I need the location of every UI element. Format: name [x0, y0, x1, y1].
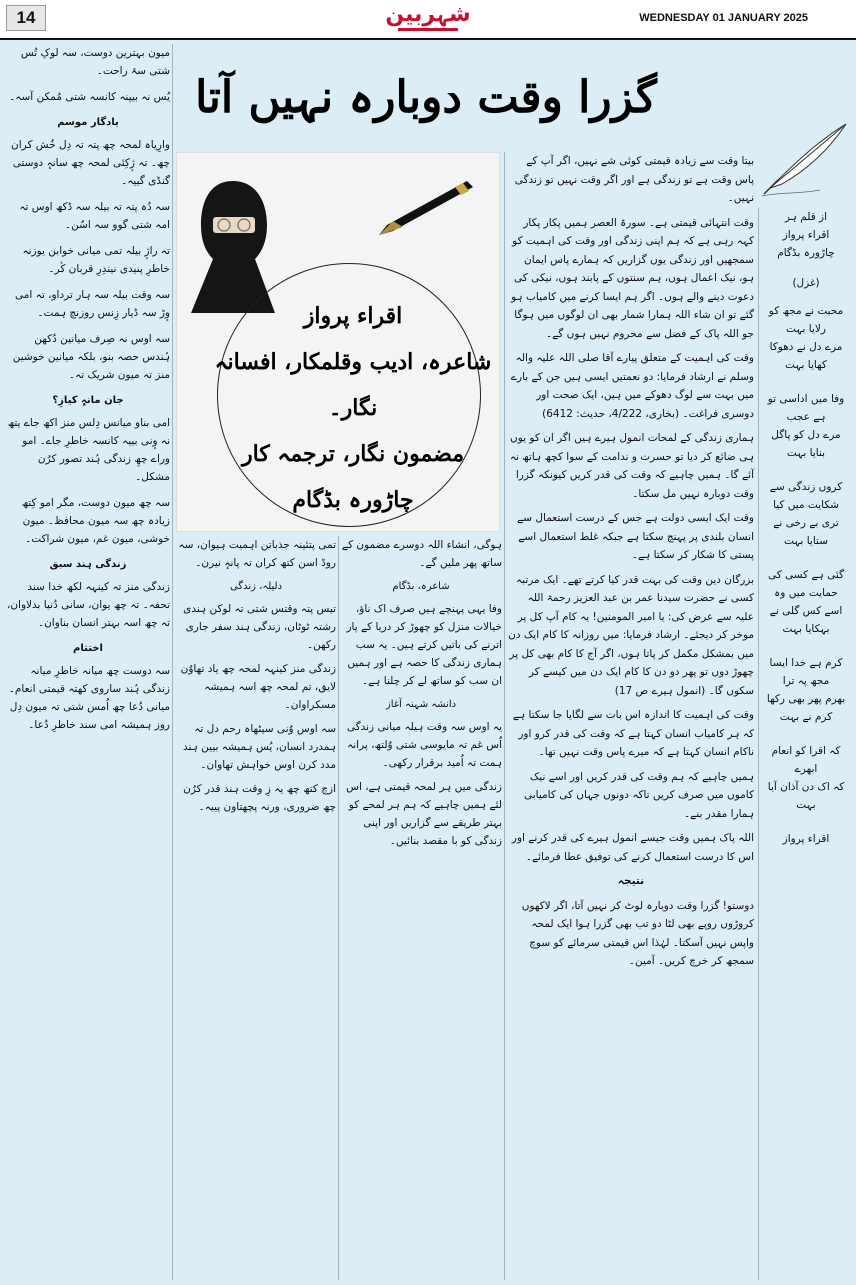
article-paragraph: یُس نہ بیپنہ کانسہ شتی مُمکن آسہ۔	[9, 91, 170, 103]
verse-line: کہ اقرا کو انعام ابھرے	[771, 745, 841, 775]
column-divider	[504, 152, 505, 1280]
article-paragraph: وفا یہی پہنچے ہیں صرف اک ناؤ، خیالات منزل کو چھوڑ کر دریا کے پار اترنے کی باتیں کرتے ہیں۔ یہ سب ہماری زندگی کا حصہ ہے اور ہمیں ان سب کو ساتھ لے کر چلنا ہے۔	[346, 603, 502, 687]
article-paragraph: وارِیاہ لمحہ چھ پتہ تہ دِل خُش کران چھ۔ تہ ژٕکِئی لمحہ چھ سانہٕ دوستی گنڈی گییہ۔	[11, 139, 170, 187]
article-paragraph: وقت کی اہمیت کے متعلق پیارے آقا صلی اللہ علیہ والہ وسلم نے ارشاد فرمایا: دو نعمتیں ایسی ہیں جن کے بارے میں بہت سے لوگ دھوکے میں ہیں، ایک صحت اور دوسری فراغت۔ (بخاری، 4/222، حدیث: 6412)	[510, 352, 754, 420]
article-paragraph: سہ اوس وُنی سیٹھاہ رحم دل تہ ہمدرد انسان، یُس ہمیشہ بیین ہند مدد کرن اوس خواہش تھاوان۔	[183, 723, 336, 771]
poem-stanza	[762, 390, 850, 462]
left-column	[6, 44, 170, 1280]
conclusion-heading: نتیجہ	[617, 875, 645, 887]
article-paragraph: زندگی منز کینہہ لمحہ چھ یاد تھاوُن لایق، تم لمحہ چھ اسہ ہمیشہ مسکراوان۔	[180, 663, 336, 711]
poem-closing: اقراء پرواز	[782, 833, 830, 845]
author-line-1: شاعرہ، ادیب وقلمکار، افسانہ نگار۔	[214, 349, 492, 421]
section-heading: زندگی ہند سبق	[49, 559, 127, 570]
author-photo-panel	[176, 152, 500, 532]
conclusion-paragraph: دوستو! گزرا وقت دوبارہ لوٹ کر نہیں آتا، اگر لاکھوں کروڑوں روپے بھی لٹا دو تب بھی گزرا ہوا ایک لمحہ واپس نہیں آسکتا۔ لہٰذا اس قیمتی سرمائے کو سوچ سمجھ کر خرچ کریں۔ آمین۔	[521, 899, 754, 967]
author-line-3: چاڑورہ بڈگام	[292, 487, 414, 513]
article-paragraph: سہ دُہ پتہ تہ بیلہ سہ ڈکھ اوس تہ امہ شتی گوو سہ اسُن۔	[19, 201, 170, 231]
middle-column-left	[176, 536, 336, 1280]
author-line: چاڑورہ بڈگام	[777, 247, 835, 259]
main-article-column	[508, 152, 754, 1280]
page-number: 14	[6, 5, 46, 31]
article-paragraph: بیتا وقت سے زیادہ قیمتی کوئی شے نہیں، اگر آپ کے پاس وقت ہے تو زندگی ہے اور اگر وقت نہیں تو زندگی نہیں۔	[514, 155, 754, 204]
middle-column-right	[340, 536, 502, 1280]
poem-stanza	[762, 742, 850, 814]
article-paragraph: زندگی منز تہ کینہہ لکھ خدا سند تحفہ۔ تہ چھ یوان، سانی دُنیا بدلاوان، تہ چھ اسہ بہتر انسان بناوان۔	[6, 581, 170, 629]
author-line: اقراء پرواز	[782, 229, 830, 241]
section-heading: اختتام	[73, 643, 103, 654]
article-paragraph: وقت انتہائی قیمتی ہے۔ سورۃ العصر ہمیں پکار پکار کہہ رہی ہے کہ ہم اپنی زندگی اور وقت کی اہمیت کو سمجھیں اور زندگی یوں گزاریں کہ ہمارے پاس ایمان ہو، نیک اعمال ہوں، ہم سنتوں کے پابند ہوں، نیکی کی دعوت دینے والے ہوں۔ اگر ہم ایسا کرنے میں کامیاب ہو گئے تو ان شاء اللہ ہمارا شمار بھی ان لوگوں میں ہوگا جو اللہ پاک کے فضل سے محروم نہیں ہوں گے۔	[511, 216, 754, 340]
logo-text: شہربین	[385, 2, 471, 27]
article-paragraph: ہمیں چاہیے کہ ہم وقت کی قدر کریں اور اسے نیک کاموں میں صرف کریں تاکہ دونوں جہاں کی کامیابی ہمارا مقدر بنے۔	[524, 770, 754, 820]
poem-stanza	[762, 566, 850, 638]
poem-column	[762, 208, 850, 1280]
author-info	[205, 293, 500, 523]
article-paragraph: اللہ پاک ہمیں وقت جیسے انمول ہیرے کی قدر کرنے اور اس کا درست استعمال کرنے کی توفیق عطا فرمائے۔	[511, 832, 754, 863]
article-paragraph: ہوگی، انشاء اللہ دوسرے مضمون کے ساتھ پھر ملیں گے۔	[341, 539, 502, 569]
byline: دانشہ شہنہ آغاز	[385, 699, 457, 710]
newspaper-logo	[380, 2, 476, 34]
poem-stanza	[762, 478, 850, 550]
article-title: گزرا وقت دوبارہ نہیں آتا	[195, 72, 657, 123]
article-paragraph: سہ اوس نہ صِرف میانین دُکھن ہُندس حصہ بنو، بلکہ میانین خوشین منز تہ میون شریک تہ۔	[12, 333, 170, 381]
article-paragraph: تیس پتہ وقتس شتی تہ لوکن ہندی رشتہ ٹوٹان، زندگی ہند سفر جاری رکھن۔	[183, 603, 336, 651]
poem-author	[762, 208, 850, 262]
article-paragraph: یہ اوس سہ وقت ہیلہ میانی زندگی اُس غم تہ مایوسی شتی وُلتھ، پرانہ ہمت تہ اُمید برقرار رکھی۔	[346, 721, 502, 769]
author-line-2: مضمون نگار، ترجمہ کار	[241, 441, 465, 467]
masthead	[0, 0, 856, 40]
column-divider	[758, 208, 759, 1280]
verse-line: بھرم پھر بھی رکھا کرم نے بہت	[766, 693, 846, 723]
section-heading: یادگار موسم	[57, 117, 119, 128]
verse-line: مرے دل نے دھوکا کھایا بہت	[769, 341, 843, 371]
issue-date: WEDNESDAY 01 JANUARY 2025	[639, 12, 808, 24]
article-paragraph: سہ چھ میون دوست، مگر امو کِتھ زیادہ چھ سہ میون محافظ۔ میون خوشی، میون غم، میون شراکت۔	[21, 497, 170, 545]
article-paragraph: وقت کی اہمیت کا اندازہ اس بات سے لگایا جا سکتا ہے کہ ہر کامیاب انسان کہتا ہے کہ وقت کی قدر کرو اور ناکام انسان کہتا ہے کہ میرے پاس وقت نہیں تھا۔	[512, 709, 754, 758]
verse-line: کروں زندگی سے شکایت میں کیا	[769, 481, 843, 511]
column-divider	[172, 44, 173, 1280]
column-divider	[338, 536, 339, 1280]
article-paragraph: ازچ کتھ چھ یہ زِ وقت ہند قدر کرُن چھ ضروری، ورنہ پچھتاون پییہ۔	[183, 783, 336, 813]
article-paragraph: ہماری زندگی کے لمحات انمول ہیرے ہیں اگر ان کو یوں ہی ضائع کر دیا تو حسرت و ندامت کے سوا کچھ ہاتھ نہ آئے گا۔ ہمیں چاہیے کہ وقت کی قدر کریں کیونکہ گزرا وقت دوبارہ نہیں مل سکتا۔	[509, 432, 754, 500]
article-paragraph: تمی پتئینہ جذباتن اہمیت ہیوان، سہ روڈ اسن کتھ کران تہ پانہٕ نیرن۔	[178, 539, 336, 569]
ghazal-heading: (غزل)	[792, 277, 820, 289]
verse-line: اسے کس گلی نے بہکایا بہت	[769, 605, 843, 635]
article-paragraph: سہ وقت بیلہ سہ ہار ترداو، تہ امی وٕڑ سہ ڈیار زِنس روزنچ ہمت۔	[15, 289, 170, 319]
verse-line: کرم ہے خدا ایسا مجھ پہ ترا	[769, 657, 843, 687]
byline: دلیلہ، زندگی	[229, 581, 283, 592]
feather-quill-icon	[760, 118, 850, 198]
byline: شاعرہ، بڈگام	[392, 581, 450, 592]
article-paragraph: وقت ایک ایسی دولت ہے جس کے درست استعمال سے انسان بلندی پر پہنچ سکتا ہے جبکہ غلط استعمال اسے پستی کا شکار کر سکتا ہے۔	[517, 512, 754, 561]
article-paragraph: سہ دوست چھ میانہ خاطرِ میانہ زندگی ہُند ساروی کھتہ قیمتی انعام۔ میانی دُعا چھ اُمس شتی تہ میون دِل روز ہمیشہ امی سند خاطرِ دُعا۔	[8, 665, 170, 731]
verse-line: تری بے رخی نے ستایا بہت	[773, 517, 839, 547]
article-paragraph: زندگی میں ہر لمحہ قیمتی ہے، اس لئے ہمیں چاہیے کہ ہم ہر لمحے کو بہتر طریقے سے گزاریں اور اپنی زندگی کو با مقصد بنائیں۔	[346, 781, 502, 847]
title-area	[176, 48, 676, 148]
verse-line: مرے دل کو پاگل بنایا بہت	[771, 429, 841, 459]
fountain-pen-icon	[359, 177, 479, 237]
article-paragraph: بزرگان دین وقت کی بہت قدر کیا کرتے تھے۔ ایک مرتبہ کسی نے حضرت سیدنا عمر بن عبد العزیز رحمۃ اللہ علیہ سے عرض کی: یا امیر المومنین! یہ کام آپ کل پر موخر کر دیجئے۔ ارشاد فرمایا: میں روزانہ کا کام ایک دن میں بمشکل مکمل کر پاتا ہوں، اگر آج کا کام بھی کل پر چھوڑ دوں تو پھر دو دن کا کام ایک دن میں کیسے کر سکوں گا۔ (انمول ہیرے ص 17)	[508, 573, 754, 697]
author-line: از قلم ہر	[784, 211, 828, 223]
article-paragraph: امی بناو میانس دِلس منز اکھ جاے یتھ نہ وٕنی بییہ کانسہ خاطرِ جاے۔ امو وراے چھِ زندگی ہُند تصور کرُن مشکل۔	[7, 417, 170, 483]
section-heading: جان مانہٕ کیازِ؟	[52, 395, 124, 406]
article-paragraph: تہ راژٕ بیلہ تمی میانی خوابن یوزنہ خاطرِ پنیدی نیندِرِ قربان کٔر۔	[22, 245, 170, 275]
verse-line: گئی ہے کسی کی حمایت میں وہ	[767, 569, 845, 599]
verse-line: کہ اک دن آذان آیا بہت	[767, 781, 845, 811]
article-paragraph: میون بہترین دوست، سہ لوکِ تُس شتی سۂ راحت۔	[20, 47, 170, 77]
verse-line: وفا میں اداسی تو ہے عجب	[767, 393, 845, 423]
logo-underline	[398, 28, 458, 31]
poem-stanza	[762, 654, 850, 726]
author-name: اقراء پرواز	[303, 303, 403, 329]
poem-stanza	[762, 302, 850, 374]
verse-line: محبت نے مجھ کو رلایا بہت	[768, 305, 844, 335]
